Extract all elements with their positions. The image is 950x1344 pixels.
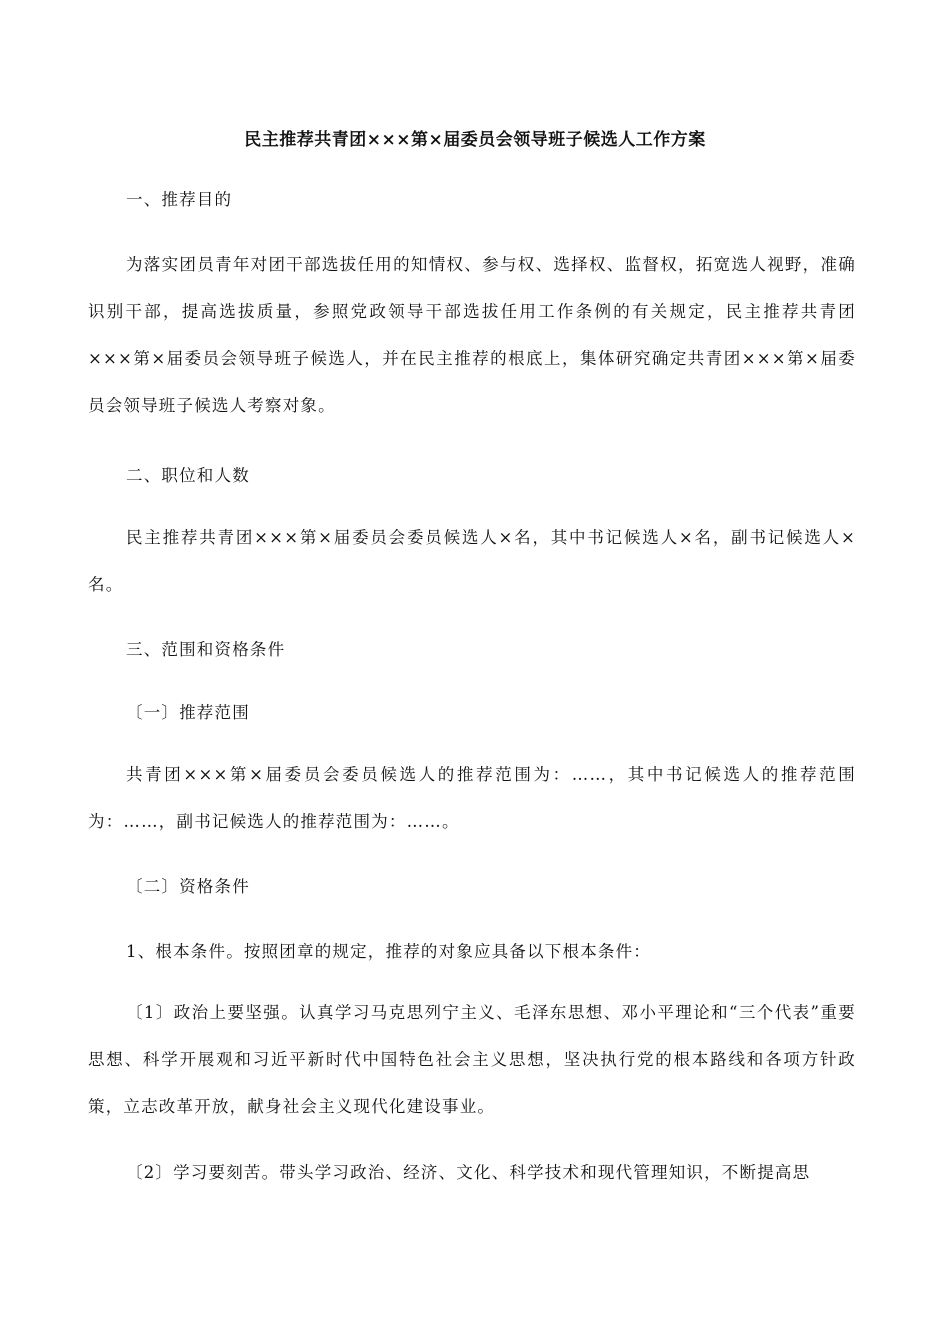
paragraph-purpose: 为落实团员青年对团干部选拔任用的知情权、参与权、选择权、监督权，拓宽选人视野，准确识别干部，提高选拔质量，参照党政领导干部选拔任用工作条例的有关规定，民主推荐共青团×××第×届委员会领导班子候选人，并在民主推荐的根底上，集体研究确定共青团×××第×届委员会领导班子候选人考察对象。 xyxy=(88,255,856,415)
subsection-heading-scope: 〔一〕推荐范围 xyxy=(126,703,250,722)
section-heading-positions: 二、职位和人数 xyxy=(126,466,250,485)
paragraph-condition-1: 〔1〕政治上要坚强。认真学习马克思列宁主义、毛泽东思想、邓小平理论和“三个代表”重要思想、科学开展观和习近平新时代中国特色社会主义思想，坚决执行党的根本路线和各项方针政策，立志改革开放，献身社会主义现代化建设事业。 xyxy=(88,1003,856,1116)
document-title: 民主推荐共青团×××第×届委员会领导班子候选人工作方案 xyxy=(244,130,706,150)
paragraph-condition-2: 〔2〕学习要刻苦。带头学习政治、经济、文化、科学技术和现代管理知识，不断提高思 xyxy=(126,1163,811,1182)
paragraph-basic-conditions: 1、根本条件。按照团章的规定，推荐的对象应具备以下根本条件： xyxy=(126,942,651,961)
paragraph-positions: 民主推荐共青团×××第×届委员会委员候选人×名，其中书记候选人×名，副书记候选人×名。 xyxy=(88,528,856,594)
subsection-heading-qualifications: 〔二〕资格条件 xyxy=(126,877,250,896)
section-heading-purpose: 一、推荐目的 xyxy=(126,190,233,209)
paragraph-scope: 共青团×××第×届委员会委员候选人的推荐范围为：……，其中书记候选人的推荐范围为：……，副书记候选人的推荐范围为：……。 xyxy=(88,765,856,831)
section-heading-scope: 三、范围和资格条件 xyxy=(126,640,286,659)
